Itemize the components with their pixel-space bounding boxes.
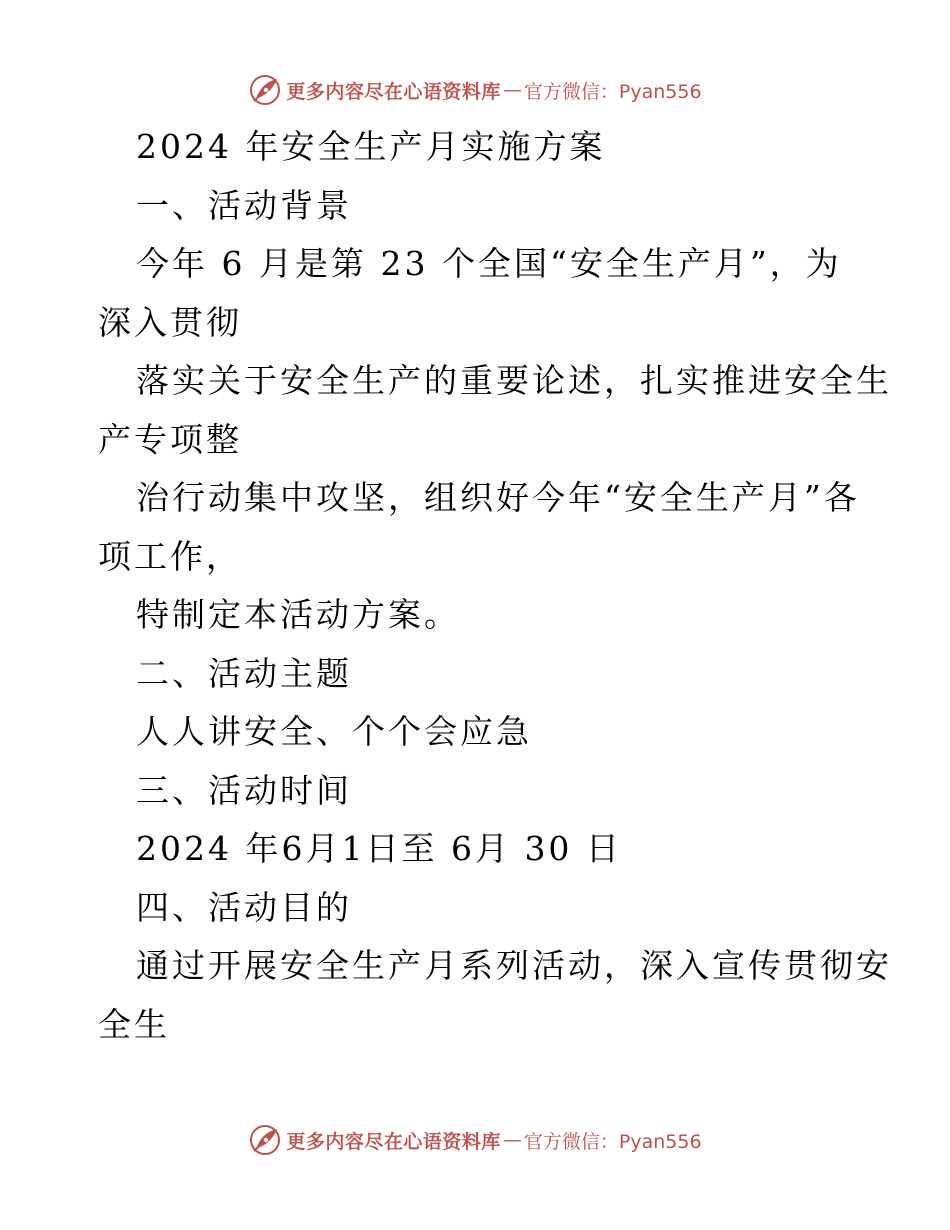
paragraph-line: 全生 bbox=[98, 1004, 170, 1044]
paragraph-line: 产专项整 bbox=[98, 419, 242, 459]
section-heading: 四、活动目的 bbox=[136, 887, 352, 927]
paragraph-line: 治行动集中攻坚，组织好今年“安全生产月”各 bbox=[136, 478, 860, 517]
paragraph-line: 通过开展安全生产月系列活动，深入宣传贯彻安 bbox=[136, 946, 892, 985]
paragraph-line: 项工作， bbox=[98, 536, 242, 576]
paragraph-line: 落实关于安全生产的重要论述，扎实推进安全生 bbox=[136, 361, 892, 400]
header-banner bbox=[0, 70, 950, 110]
section-heading: 二、活动主题 bbox=[136, 653, 352, 693]
banner-contact-text: 官方微信：Pyan556 bbox=[523, 80, 702, 103]
paragraph-line: 特制定本活动方案。 bbox=[136, 595, 460, 634]
paragraph-line: 深入贯彻 bbox=[98, 302, 242, 342]
banner-contact-text: 官方微信：Pyan556 bbox=[523, 1130, 702, 1153]
banner-separator: — bbox=[502, 79, 522, 101]
paragraph-line: 今年 6 月是第 23 个全国“安全生产月”，为 bbox=[136, 244, 842, 283]
banner-separator: — bbox=[502, 1129, 522, 1151]
paragraph-line: 2024 年6月1日至 6月 30 日 bbox=[136, 829, 622, 868]
section-heading: 三、活动时间 bbox=[136, 770, 352, 810]
document-body bbox=[98, 118, 892, 1054]
paragraph-line: 人人讲安全、个个会应急 bbox=[136, 712, 532, 751]
banner-brand-text: 更多内容尽在心语资料库 bbox=[286, 80, 501, 103]
footer-banner bbox=[0, 1120, 950, 1160]
pen-nib-logo-icon bbox=[248, 1123, 282, 1157]
document-title: 2024 年安全生产月实施方案 bbox=[136, 127, 606, 166]
section-heading: 一、活动背景 bbox=[136, 185, 352, 225]
pen-nib-logo-icon bbox=[248, 73, 282, 107]
banner-brand-text: 更多内容尽在心语资料库 bbox=[286, 1130, 501, 1153]
